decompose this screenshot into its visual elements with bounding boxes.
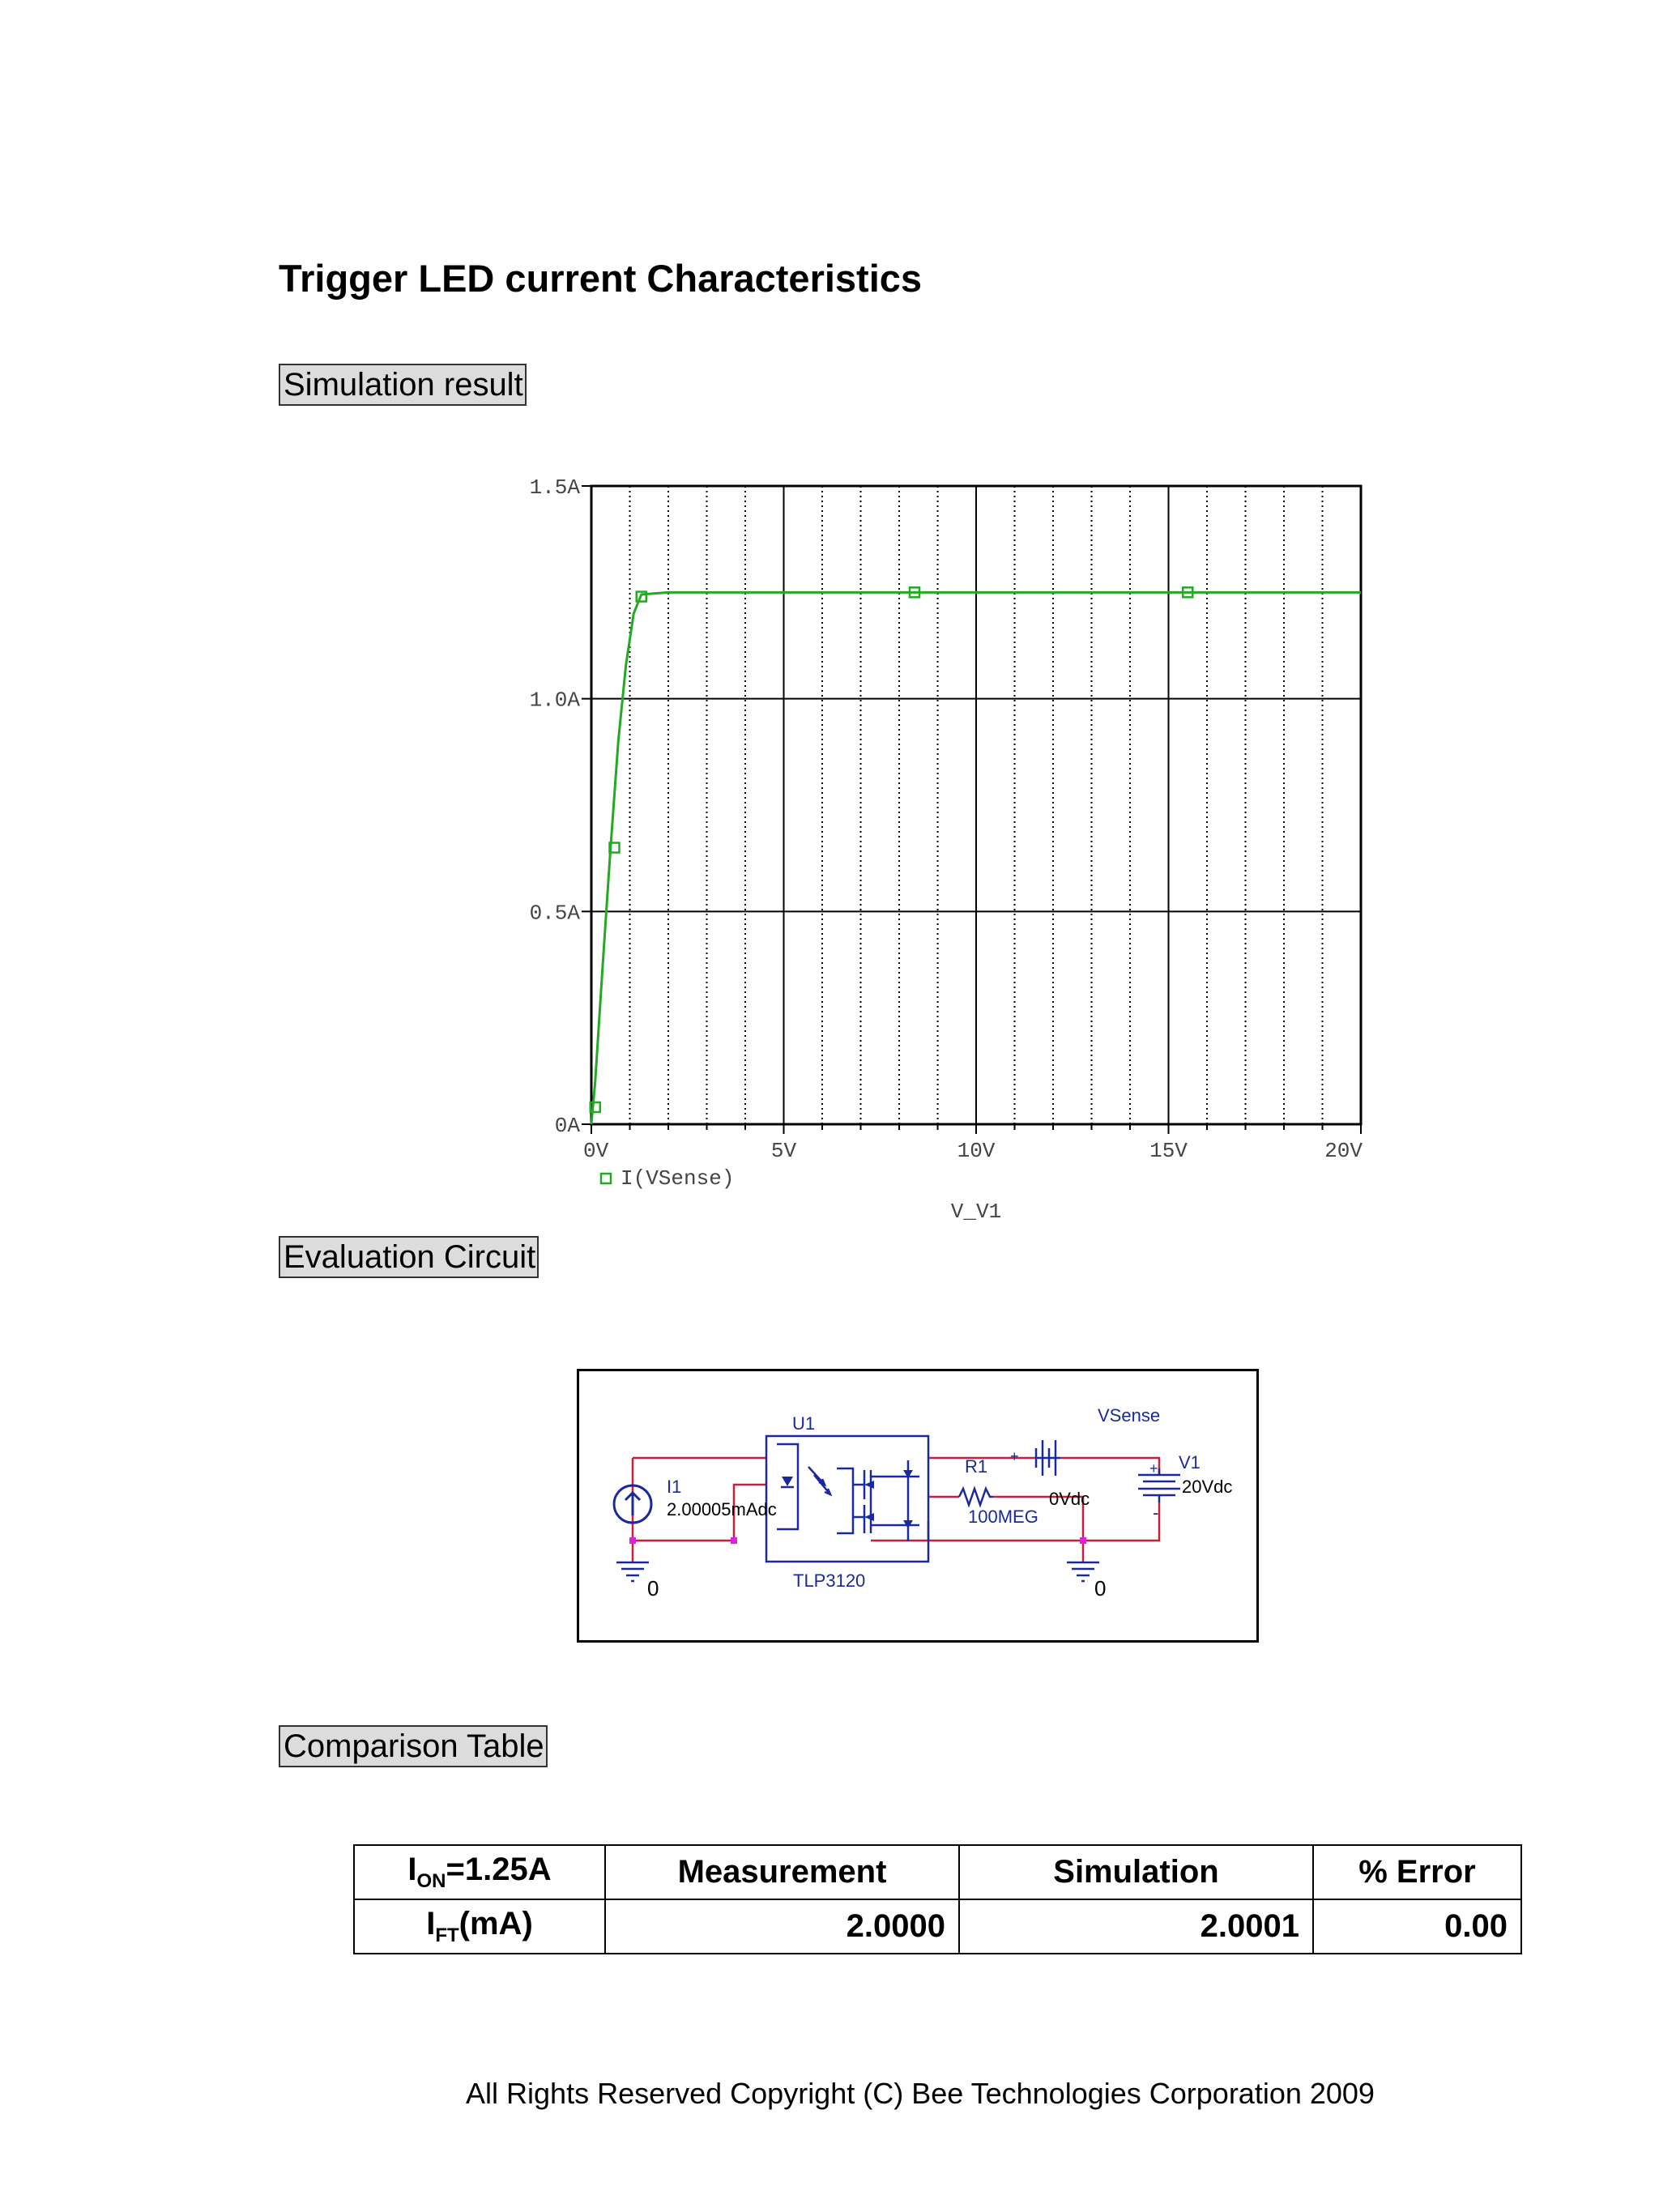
series-markers — [591, 587, 1193, 1112]
footer-copyright: All Rights Reserved Copyright (C) Bee Technologies Corporation 2009 — [466, 2077, 1375, 2110]
y-tick-label: 1.0A — [529, 688, 580, 713]
v1-minus: - — [1153, 1502, 1159, 1523]
u1-label: U1 — [792, 1413, 816, 1434]
r1-label: R1 — [965, 1456, 988, 1477]
ground-label-1: 0 — [647, 1576, 659, 1600]
x-tick-label: 20V — [1324, 1139, 1363, 1163]
vsense-value: 0Vdc — [1049, 1489, 1090, 1509]
x-tick-label: 15V — [1149, 1139, 1188, 1163]
i1-value: 2.00005mAdc — [667, 1499, 777, 1519]
header-simulation: Simulation — [959, 1845, 1313, 1899]
ground-label-2: 0 — [1094, 1576, 1107, 1600]
v1-value: 20Vdc — [1182, 1477, 1233, 1497]
voltage-source-icon — [1138, 1468, 1180, 1502]
x-tick-label: 5V — [770, 1139, 797, 1163]
cell-measurement: 2.0000 — [605, 1899, 959, 1954]
cell-simulation: 2.0001 — [959, 1899, 1313, 1954]
ground-icon — [616, 1562, 649, 1581]
resistor-icon — [959, 1489, 993, 1505]
x-tick-label: 10V — [957, 1139, 996, 1163]
table-header-row — [354, 1845, 1521, 1899]
row-param: $I_{FT}(mA)$ — [354, 1899, 605, 1954]
v1-plus: + — [1149, 1460, 1158, 1477]
chart-grid-major — [591, 486, 1361, 1124]
legend-label: I(VSense) — [621, 1166, 735, 1191]
section-label-circuit: Evaluation Circuit — [279, 1236, 539, 1278]
header-param: $I_{ON}=1.25A$ — [354, 1845, 605, 1899]
evaluation-circuit — [577, 1369, 1259, 1643]
table-row — [354, 1899, 1521, 1954]
page-title: Trigger LED current Characteristics — [279, 257, 923, 300]
y-tick-label: 0.5A — [529, 901, 580, 926]
v1-label: V1 — [1179, 1452, 1201, 1473]
header-measurement: Measurement — [605, 1845, 959, 1899]
section-label-table: Comparison Table — [279, 1725, 548, 1767]
u1-part: TLP3120 — [793, 1571, 866, 1591]
section-label-simulation: Simulation result — [279, 364, 527, 406]
comparison-table — [353, 1844, 1522, 1954]
chart-ticks — [582, 486, 1361, 1134]
chart-simulation-result — [502, 454, 1393, 1231]
i1-label: I1 — [667, 1477, 682, 1497]
header-error: % Error — [1313, 1845, 1521, 1899]
optocoupler-u1 — [766, 1436, 928, 1562]
vsense-label: VSense — [1098, 1405, 1161, 1426]
battery-icon — [1036, 1440, 1060, 1476]
r1-value: 100MEG — [968, 1507, 1038, 1527]
x-tick-label: 0V — [583, 1139, 609, 1163]
vsense-plus: + — [1010, 1448, 1019, 1464]
cell-error: 0.00 — [1313, 1899, 1521, 1954]
legend-marker-icon — [601, 1174, 611, 1183]
y-tick-label: 0A — [554, 1114, 580, 1138]
y-tick-label: 1.5A — [529, 475, 580, 500]
x-axis-label: V_V1 — [950, 1200, 1002, 1224]
